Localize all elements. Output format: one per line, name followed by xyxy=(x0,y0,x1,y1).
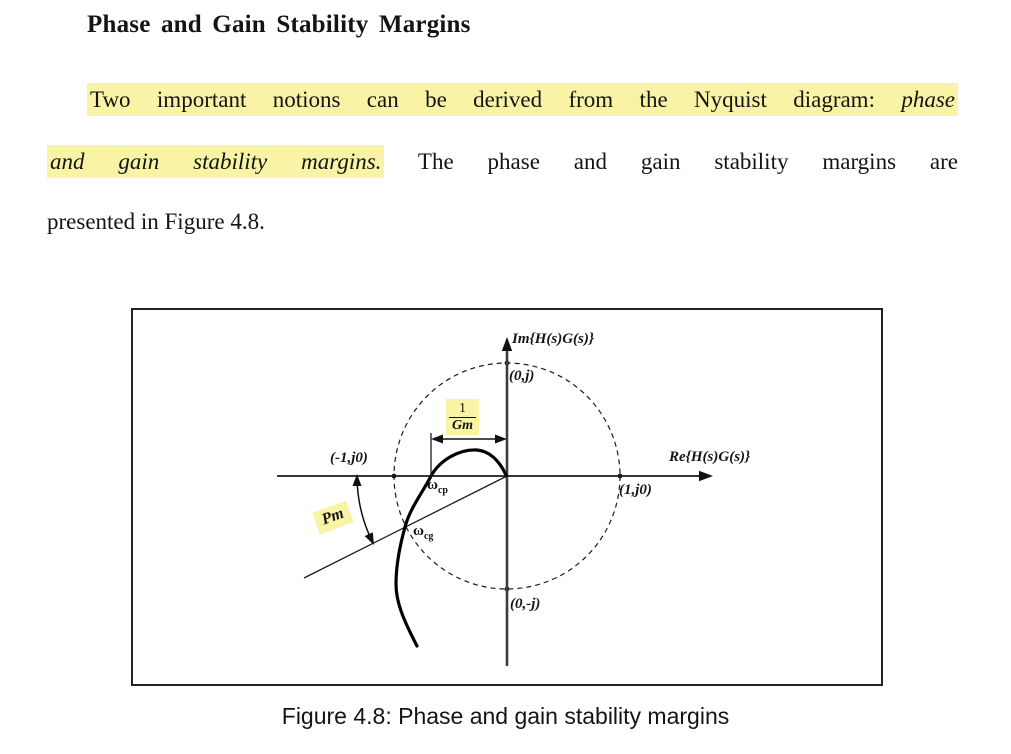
line2-italic-text: and gain stability margins. xyxy=(50,149,382,174)
highlighted-sentence-part-2 xyxy=(47,145,384,178)
real-axis-arrow-icon xyxy=(699,471,713,481)
gain-margin-numerator: 1 xyxy=(459,401,466,416)
paragraph-line-1 xyxy=(47,84,958,115)
paragraph-line-2 xyxy=(47,146,958,177)
omega-cp-subscript: cp xyxy=(437,485,448,496)
imaginary-axis-arrow-icon xyxy=(502,337,512,351)
omega-cp-label xyxy=(427,477,448,496)
point-minus-1-j0-label: (-1,j0) xyxy=(330,450,368,466)
section-heading: Phase and Gain Stability Margins xyxy=(87,11,471,38)
nyquist-curve xyxy=(396,450,506,646)
gain-margin-fraction xyxy=(446,399,479,435)
paragraph-line-3: presented in Figure 4.8. xyxy=(47,209,265,234)
omega-symbol: ω xyxy=(413,523,424,539)
figure-caption: Figure 4.8: Phase and gain stability margins xyxy=(281,703,730,729)
omega-symbol: ω xyxy=(427,477,438,493)
highlighted-sentence-part-1 xyxy=(87,83,958,116)
gain-margin-arrow-right-icon xyxy=(495,435,507,444)
re-axis-label: Re{H(s)G(s)} xyxy=(669,449,751,465)
nyquist-diagram-canvas xyxy=(133,310,881,684)
phase-margin-label: Pm xyxy=(312,500,354,534)
point-0-j-label: (0,j) xyxy=(509,368,535,384)
gain-margin-denominator: Gm xyxy=(449,417,476,434)
point-0-minus-j-label: (0,-j) xyxy=(510,596,541,612)
line2-regular-text: The phase and gain stability margins are xyxy=(417,149,958,174)
point-1-j0-label: (1,j0) xyxy=(619,482,652,498)
figure-4-8-nyquist-diagram xyxy=(131,308,883,686)
im-axis-label: Im{H(s)G(s)} xyxy=(512,331,595,347)
line1-regular-text: Two important notions can be derived from the Nyquist diagram: xyxy=(90,87,875,112)
line1-italic-text: phase xyxy=(901,87,956,112)
gain-margin-arrow-left-icon xyxy=(431,435,443,444)
phase-margin-arc xyxy=(357,476,373,543)
omega-cg-label xyxy=(413,523,433,542)
omega-cg-subscript: cg xyxy=(423,531,434,542)
